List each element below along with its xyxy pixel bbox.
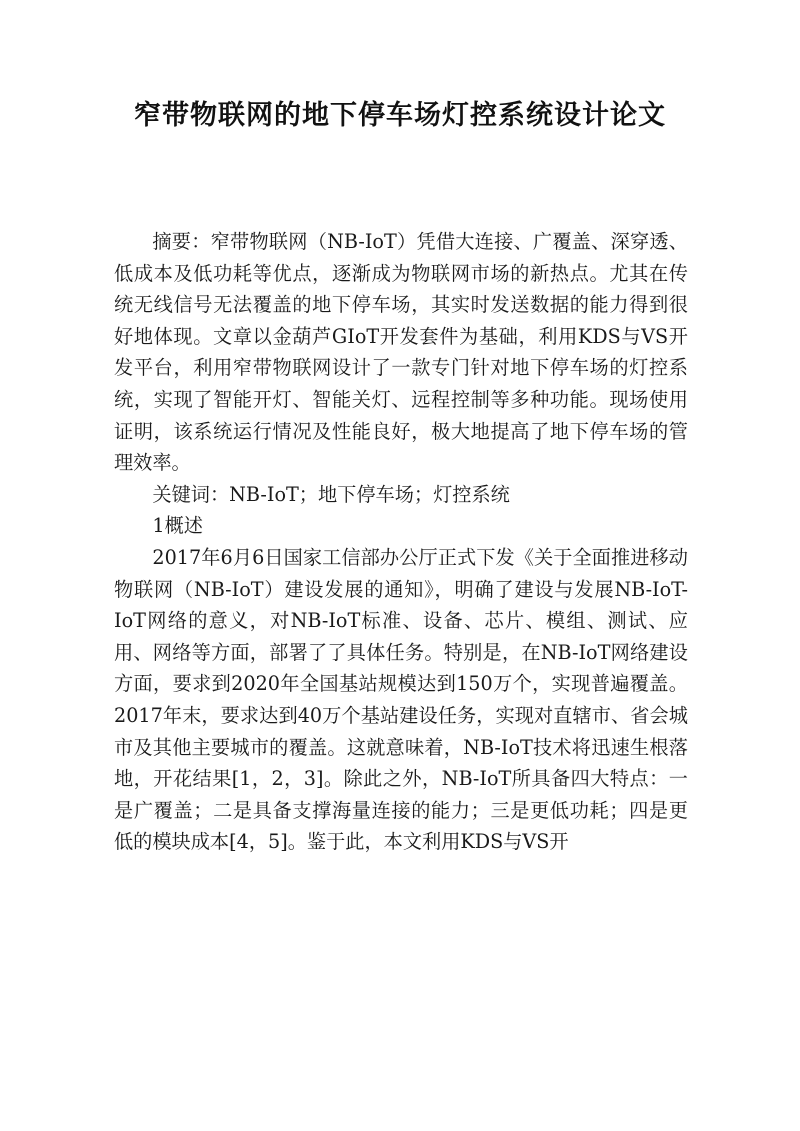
keywords-paragraph: 关键词：NB-IoT；地下停车场；灯控系统 [152,482,510,506]
document-body [114,226,688,858]
body-paragraph: 2017年6月6日国家工信部办公厅正式下发《关于全面推进移动物联网（NB-IoT）建设发展的通知》，明确了建设与发展NB-IoT-IoT网络的意义，对NB-IoT标准、设备、芯片、模组、测试、应用、网络等方面，部署了了具体任务。特别是，在NB-IoT网络建设方面，要求到2020年全国基站规模达到150万个，实现普遍覆盖。2017年末，要求达到40万个基站建设任务，实现对直辖市、省会城市及其他主要城市的覆盖。这就意味着，NB-IoT技术将迅速生根落地，开花结果[1，2，3]。除此之外，NB-IoT所具备四大特点：一是广覆盖；二是具备支撑海量连接的能力；三是更低功耗；四是更低的模块成本[4，5]。鉴于此，本文利用KDS与VS开 [114,545,688,854]
abstract-paragraph: 摘要：窄带物联网（NB-IoT）凭借大连接、广覆盖、深穿透、低成本及低功耗等优点，逐渐成为物联网市场的新热点。尤其在传统无线信号无法覆盖的地下停车场，其实时发送数据的能力得到很好地体现。文章以金葫芦GIoT开发套件为基础，利用KDS与VS开发平台，利用窄带物联网设计了一款专门针对地下停车场的灯控系统，实现了智能开灯、智能关灯、远程控制等多种功能。现场使用证明，该系统运行情况及性能良好，极大地提高了地下停车场的管理效率。 [114,230,688,475]
document-title: 窄带物联网的地下停车场灯控系统设计论文 [134,100,666,131]
section-heading: 1概述 [152,514,203,538]
